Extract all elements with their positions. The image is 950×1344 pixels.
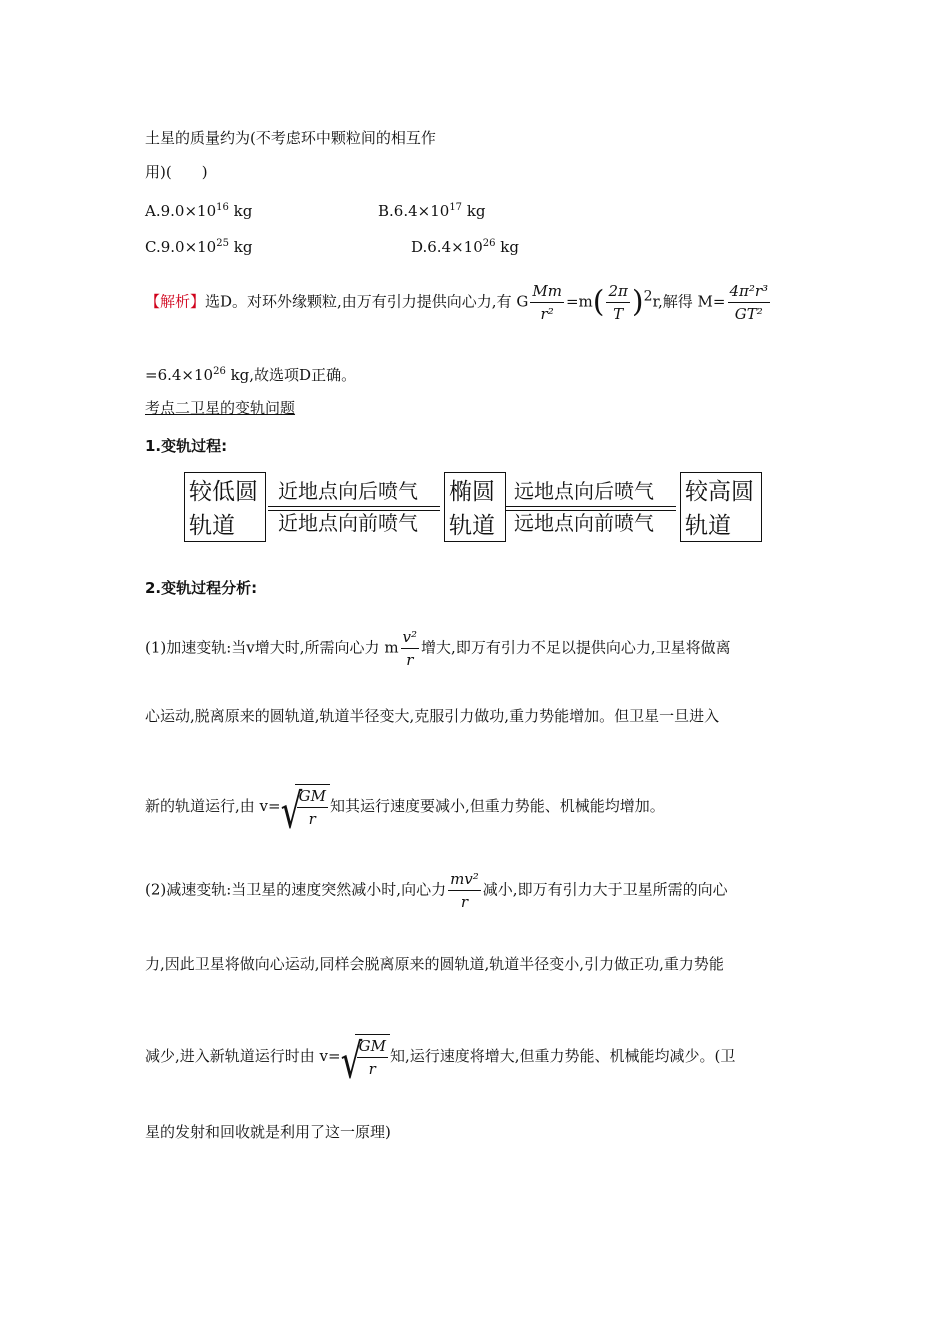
formula-fraction-mm-r2: $\frac{Mm}{\text{r²}}$ [532,282,562,323]
formula-sqrt-gm-r: √ $\frac{GM}{r}$ [281,784,330,830]
formula-fraction-v2-r: $\frac{\text{v²}}{r}$ [402,628,418,669]
para1-line1: (1)加速变轨:当v增大时,所需向心力 m $\frac{\text{v²}}{r}$ 增大,即万有引力不足以提供向心力,卫星将做离 [145,628,731,669]
formula-fraction-mass: $\frac{\text{4π²r³}}{\text{GT²}}$ [729,282,769,323]
arrow2-top-label: 远地点向后喷气 [514,479,654,503]
analysis-result: $=6.4\times 10^{26}$ kg,故选项D正确。 [145,366,357,384]
para2-line4: 星的发射和回收就是利用了这一原理) [145,1123,391,1141]
heading-orbit-change-process: 1.变轨过程: [145,437,228,455]
formula-fraction-mv2-r: $\frac{\text{mv²}}{r}$ [450,870,479,911]
para1-line2: 心运动,脱离原来的圆轨道,轨道半径变大,克服引力做功,重力势能增加。但卫星一旦进入 [145,707,720,725]
question-line-1: 土星的质量约为(不考虑环中颗粒间的相互作 [145,129,436,147]
para1-line3: 新的轨道运行,由 v= √ $\frac{GM}{r}$ 知其运行速度要减小,但重力势能、机械能均增加。 [145,784,665,840]
option-a: $A.9.0\times 10^{16}$ kg [145,202,253,220]
box-lower-circular-orbit: 较低圆 轨道 [184,472,266,542]
box-elliptical-orbit: 椭圆 轨道 [444,472,506,542]
question-line-2: 用)( ) [145,163,208,181]
box-higher-circular-orbit: 较高圆 轨道 [680,472,762,542]
option-c: $C.9.0\times 10^{25}$ kg [145,238,253,256]
formula-sqrt-gm-r-2: √ $\frac{GM}{r}$ [341,1034,390,1080]
arrow1-right-line [268,506,440,507]
analysis-tag: 【解析】 [145,292,206,311]
arrow2-right-line [506,506,676,507]
section-title: 考点二卫星的变轨问题 [145,399,296,417]
formula-fraction-2pi-t: $\frac{2\pi}{T}$ [608,282,628,323]
para2-line3: 减少,进入新轨道运行时由 v= √ $\frac{GM}{r}$ 知,运行速度将增大,但重力势能、机械能均减少。(卫 [145,1034,736,1090]
arrow1-bottom-label: 近地点向前喷气 [278,511,418,535]
option-b: $B.6.4\times 10^{17}$ kg [378,202,486,220]
para2-line1: (2)减速变轨:当卫星的速度突然减小时,向心力 $\frac{\text{mv²}}{r}$ 减小,即万有引力大于卫星所需的向心 [145,870,728,911]
option-d: $D.6.4\times 10^{26}$ kg [411,238,519,256]
arrow1-top-label: 近地点向后喷气 [278,479,418,503]
analysis-line: 【解析】选D。对环外缘颗粒,由万有引力提供向心力,有 G $\frac{Mm}{\text{r²}}$ =m( $\frac{2\pi}{T}$ )2r,解得 M= $\frac{\text{4π²r³}}{\text{GT²}}$ [145,282,769,323]
arrow2-bottom-label: 远地点向前喷气 [514,511,654,535]
heading-orbit-change-analysis: 2.变轨过程分析: [145,579,258,597]
para2-line2: 力,因此卫星将做向心运动,同样会脱离原来的圆轨道,轨道半径变小,引力做正功,重力势能 [145,955,724,973]
